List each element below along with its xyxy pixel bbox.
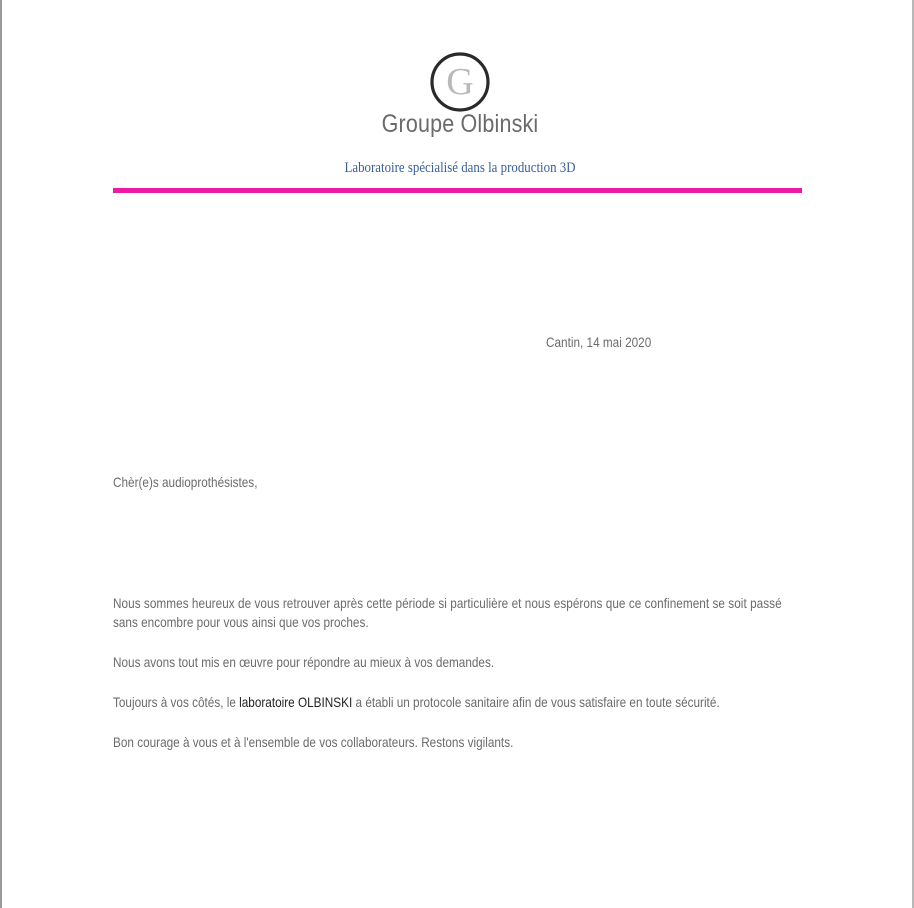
company-tagline: Laboratoire spécialisé dans la production 3D	[344, 160, 576, 176]
place-date: Cantin, 14 mai 2020	[546, 334, 652, 350]
olbinski-logo	[427, 50, 493, 114]
paragraph-2: Nous avons tout mis en œuvre pour répondre au mieux à vos demandes.	[113, 654, 495, 670]
paragraph-1-line-1: Nous sommes heureux de vous retrouver après cette période si particulière et nous espérons que ce confinement se soit passé	[113, 595, 782, 611]
paragraph-4: Bon courage à vous et à l'ensemble de vos collaborateurs. Restons vigilants.	[113, 734, 514, 750]
company-name: Groupe Olbinski	[381, 110, 539, 138]
salutation: Chèr(e)s audioprothésistes,	[113, 474, 258, 490]
paragraph-1-line-2: sans encombre pour vous ainsi que vos proches.	[113, 614, 369, 630]
logo-letter: G	[446, 61, 474, 103]
header-divider	[113, 188, 802, 193]
paragraph-3-end: a établi un protocole sanitaire afin de vous satisfaire en toute sécurité.	[352, 694, 720, 710]
paragraph-3-start: Toujours à vos côtés, le	[113, 694, 240, 710]
laboratory-name-highlight: laboratoire OLBINSKI	[239, 694, 353, 710]
paragraph-3	[113, 693, 720, 712]
